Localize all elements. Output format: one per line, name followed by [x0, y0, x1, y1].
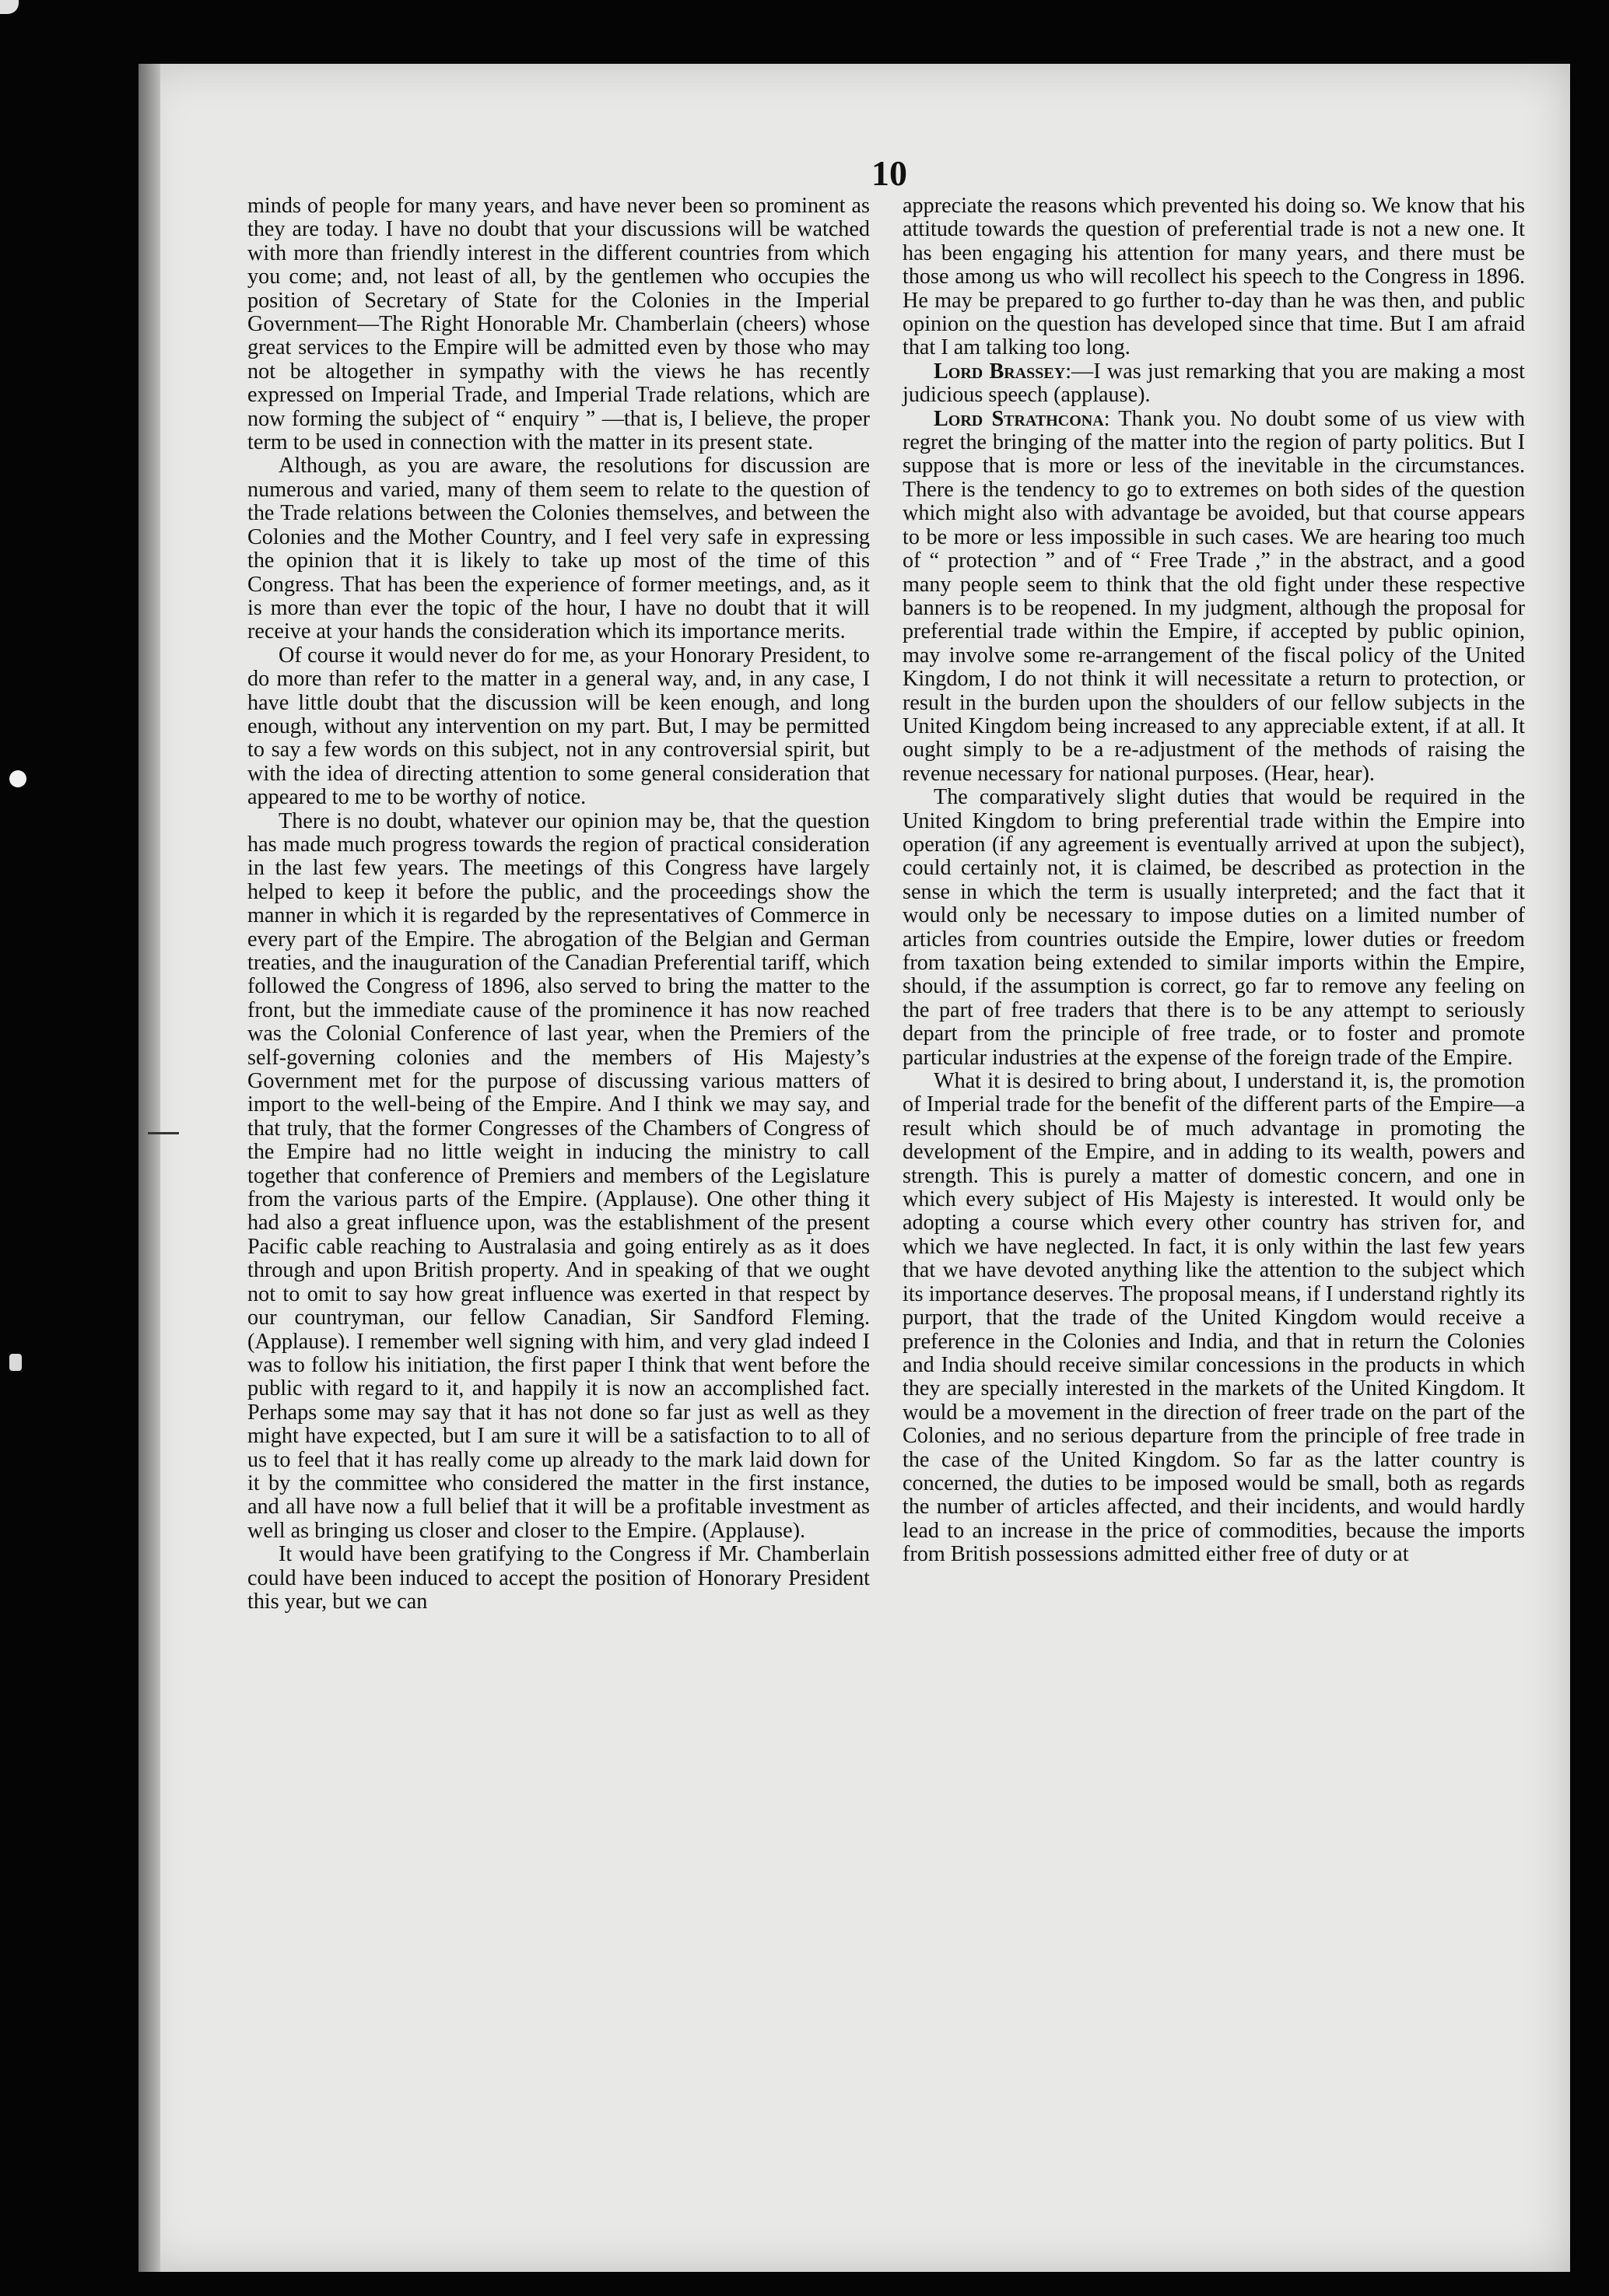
- paragraph-text: minds of people for many years, and have never been so prominent as they are today. I have no doubt that your discussions will be watched with more than friendly interest in the different countries from which you come; and, not least of all, by the gentlemen who occupies the position of Secretary of State for the Colonies in the Imperial Government—The Right Honorable Mr. Chamberlain (cheers) whose great services to the Empire will be admitted even by those who may not be altogether in sympathy with the views he has recently expressed on Imperial Trade, and Imperial Trade relations, which are now forming the subject of “ enquiry ” —that is, I believe, the proper term to be used in connection with the matter in its present state.: [247, 194, 870, 455]
- paragraph: [903, 408, 1525, 787]
- paragraph: [247, 195, 870, 454]
- paragraph: [247, 1543, 870, 1614]
- speaker-name: Lord Brassey: [934, 359, 1066, 384]
- paragraph-text: Of course it would never do for me, as your Honorary President, to do more than refer to the matter in a general way, and, in any case, I have little doubt that the discussion will be keen enough, and long enough, without any intervention on my part. But, I may be permitted to say a few words on this subject, not in any controversial spirit, but with the idea of directing attention to some general consideration that appeared to me to be worthy of notice.: [247, 643, 870, 810]
- paragraph: [903, 360, 1525, 408]
- paragraph-text: appreciate the reasons which prevented his doing so. We know that his attitude towards the question of preferential trade is not a new one. It has been engaging his attention for many years, and there must be those among us who will recollect his speech to the Congress in 1896. He may be prepared to go further to-day than he was then, and public opinion on the question has developed since that time. But I am afraid that I am talking too long.: [903, 194, 1525, 360]
- right-text-column: [903, 195, 1525, 1567]
- page-number: 10: [871, 153, 907, 193]
- left-text-column: [247, 195, 870, 1614]
- paragraph-text: The comparatively slight duties that would be required in the United Kingdom to bring preferential trade within the Empire into operation (if any agreement is eventually arrived at upon the subject), could certainly not, it is claimed, be described as protection in the sense in which the term is usually interpreted; and the fact that it would only be necessary to impose duties on a limited number of articles from countries outside the Empire, lower duties or freedom from taxation being extended to similar imports within the Empire, should, if the assumption is correct, go far to remove any feeling on the part of free traders that there is to be any attempt to seriously depart from the principle of free trade, or to foster and promote particular industries at the expense of the foreign trade of the Empire.: [903, 785, 1525, 1070]
- paragraph: [903, 195, 1525, 360]
- margin-mark: [148, 1132, 179, 1134]
- paragraph-text: What it is desired to bring about, I understand it, is, the promotion of Imperial trade for the benefit of the different parts of the Empire—a result which should be of much advantage in promoting the development of the Empire, and in adding to its wealth, powers and strength. This is purely a matter of domestic concern, and one in which every subject of His Majesty is interested. It would only be adopting a course which every other country has striven for, and which we have neglected. In fact, it is only within the last few years that we have devoted anything like the attention to the subject which its importance deserves. The proposal means, if I understand rightly its purport, that the trade of the United Kingdom would receive a preference in the Colonies and India, and that in return the Colonies and India should receive similar concessions in the products in which they are specially interested in the markets of the United Kingdom. It would be a movement in the direction of freer trade on the part of the Colonies, and no serious departure from the principle of free trade in the case of the United Kingdom. So far as the latter country is concerned, the duties to be imposed would be small, both as regards the number of articles affected, and their incidents, and would hardly lead to an increase in the price of commodities, because the imports from British possessions admitted either free of duty or at: [903, 1069, 1525, 1567]
- film-corner-mark: [0, 0, 19, 14]
- speaker-name: Lord Strathcona: [934, 406, 1104, 431]
- paragraph-text: There is no doubt, whatever our opinion may be, that the question has made much progress towards the region of practical consideration in the last few years. The meetings of this Congress have largely helped to keep it before the public, and the proceedings show the manner in which it is regarded by the representatives of Commerce in every part of the Empire. The abrogation of the Belgian and German treaties, and the inauguration of the Canadian Preferential tariff, which followed the Congress of 1896, also served to bring the matter to the front, but the immediate cause of the prominence it has now reached was the Colonial Conference of last year, when the Premiers of the self-governing colonies and the members of His Majesty’s Government met for the purpose of discussing various matters of import to the well-being of the Empire. And I think we may say, and that truly, that the former Congresses of the Chambers of Congress of the Empire had no little weight in inducing the ministry to call together that conference of Premiers and members of the Legislature from the various parts of the Empire. (Applause). One other thing it had also a great influence upon, was the establishment of the present Pacific cable reaching to Australasia and going entirely as as it does through and upon British property. And in speaking of that we ought not to omit to say how great influence was exerted in that respect by our countryman, our fellow Canadian, Sir Sandford Fleming. (Applause). I remember well signing with him, and very glad indeed I was to follow his initiation, the first paper I think that went before the public with regard to it, and happily it is now an accomplished fact. Perhaps some may say that it has not done so far just as well as they might have expected, but I am sure it will be a satisfaction to to all of us to feel that it has really come up already to the mark laid down for it by the committee who considered the matter in the first instance, and all have now a full belief that it will be a profitable investment as well as bringing us closer and closer to the Empire. (Applause).: [247, 808, 870, 1543]
- paragraph-text: Although, as you are aware, the resolutions for discussion are numerous and varied, many of them seem to relate to the question of the Trade relations between the Colonies themselves, and between the Colonies and the Mother Country, and I feel very safe in expressing the opinion that it is likely to take up most of the time of this Congress. That has been the experience of former meetings, and, as it is more than ever the topic of the hour, I have no doubt that it will receive at your hands the consideration which its importance merits.: [247, 454, 870, 644]
- paragraph: [247, 454, 870, 643]
- paragraph: [247, 644, 870, 810]
- speech-text: : Thank you. No doubt some of us view with regret the bringing of the matter into the region of party politics. But I suppose that is more or less of the inevitable in the circumstances. There is the tendency to go to extremes on both sides of the question which might also with advantage be avoided, but that course appears to be more or less impossible in such cases. We are hearing too much of “ protection ” and of “ Free Trade ,” in the abstract, and a good many people seem to think that the old fight under these respective banners is to be reopened. In my judgment, although the proposal for preferential trade within the Empire, if accepted by public opinion, may involve some re-arrangement of the fiscal policy of the United Kingdom, I do not think it will necessitate a return to protection, or result in the burden upon the shoulders of our fellow subjects in the United Kingdom being increased to any appreciable extent, if at all. It ought simply to be a re-adjustment of the methods of raising the revenue necessary for national purposes. (Hear, hear).: [903, 406, 1526, 786]
- paragraph-text: It would have been gratifying to the Congress if Mr. Chamberlain could have been induced to accept the position of Honorary President this year, but we can: [247, 1542, 870, 1614]
- page-binding-edge: [138, 64, 160, 2272]
- film-speck: [9, 770, 26, 787]
- speech-text: :—I was just remarking that you are making a most judicious speech (applause).: [903, 359, 1525, 408]
- paragraph: [247, 810, 870, 1544]
- paragraph: [903, 786, 1525, 1070]
- film-speck-2: [9, 1354, 22, 1371]
- paragraph: [903, 1070, 1525, 1567]
